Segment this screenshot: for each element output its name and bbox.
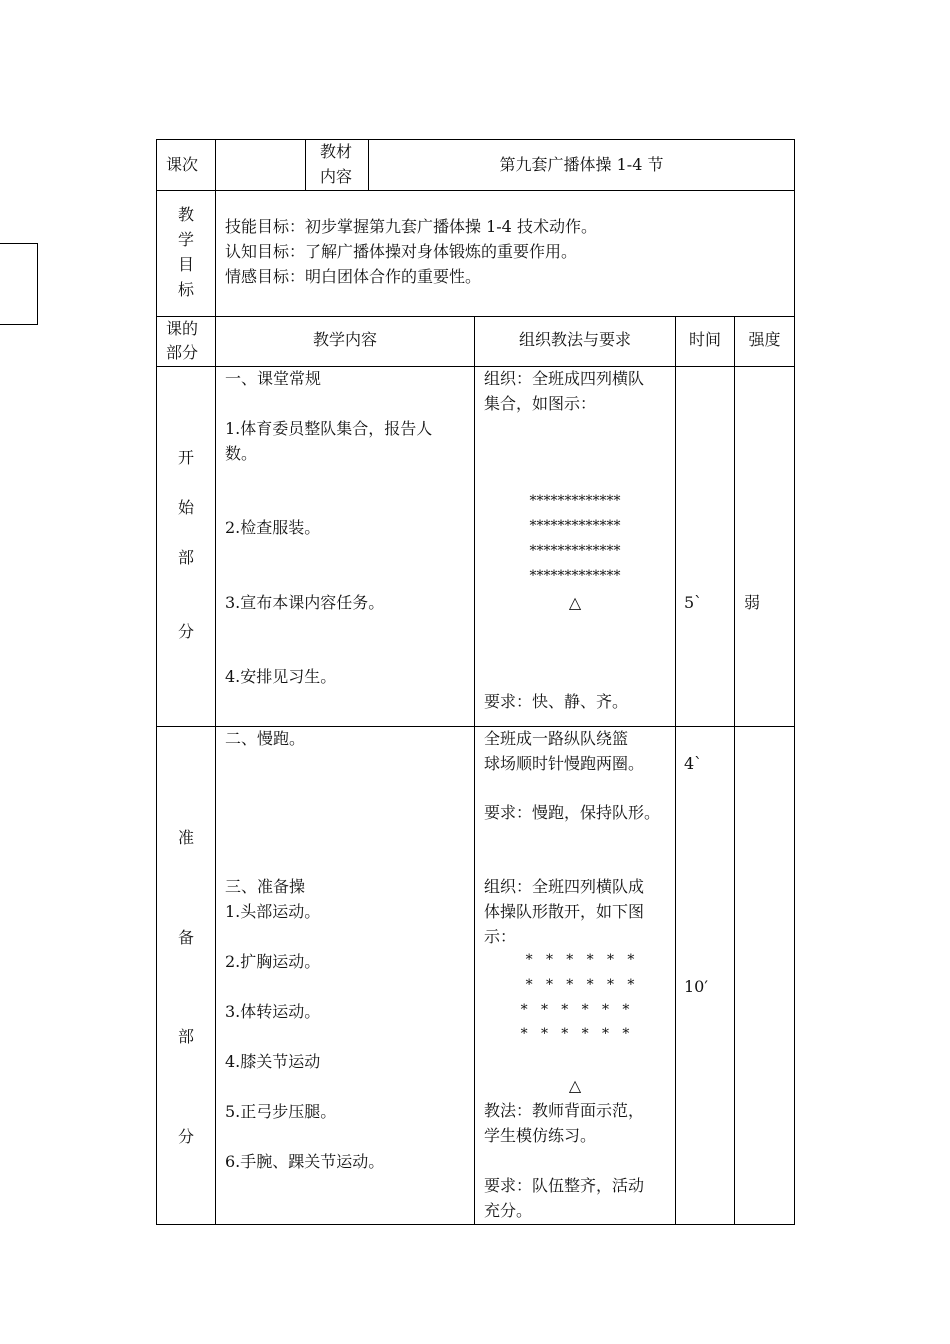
start-content-line: 一、课堂常规 — [225, 369, 322, 388]
prep-method-org: 体操队形散开，如下图 — [484, 902, 645, 921]
start-content-line: 1.体育委员整队集合，报告人 — [225, 419, 433, 438]
column-header-content: 教学内容 — [312, 330, 377, 349]
teacher-triangle-icon: △ — [568, 1076, 582, 1095]
section-start-label-char: 部 — [178, 548, 195, 567]
material-value: 第九套广播体操 1-4 节 — [499, 155, 664, 174]
prep-method-run: 全班成一路纵队绕篮 — [484, 729, 629, 748]
prep-method-requirement: 要求：队伍整齐，活动 — [484, 1176, 645, 1195]
prep-content-line: 4.膝关节运动 — [225, 1052, 321, 1071]
section-prep-label-char: 准 — [178, 828, 195, 847]
table-border-bottom — [156, 1224, 795, 1225]
prep-content-line: 5.正弓步压腿。 — [225, 1102, 337, 1121]
section-start-label-char: 始 — [178, 498, 195, 517]
formation-row: * * * * * * — [525, 977, 635, 993]
row-divider — [156, 190, 795, 191]
start-content-line: 2.检查服装。 — [225, 518, 321, 537]
objective-cognitive: 认知目标：了解广播体操对身体锻炼的重要作用。 — [225, 242, 578, 261]
column-header-part: 课的 — [166, 319, 199, 338]
column-divider — [305, 139, 306, 191]
objectives-label-char: 学 — [178, 230, 195, 249]
prep-content-line: 6.手腕、踝关节运动。 — [225, 1152, 385, 1171]
formation-row: * * * * * * — [520, 1002, 630, 1018]
material-label: 教材 — [320, 142, 353, 161]
objectives-label-char: 目 — [178, 255, 195, 274]
start-content-line: 3.宣布本课内容任务。 — [225, 593, 385, 612]
column-header-time: 时间 — [688, 330, 721, 349]
prep-content-line: 3.体转运动。 — [225, 1002, 321, 1021]
prep-method-run-requirement: 要求：慢跑，保持队形。 — [484, 803, 661, 822]
prep-content-line: 2.扩胸运动。 — [225, 952, 321, 971]
objective-affective: 情感目标：明白团体合作的重要性。 — [225, 267, 482, 286]
formation-row: ************* — [529, 543, 621, 559]
section-start-label-char: 分 — [178, 622, 195, 641]
row-divider — [156, 316, 795, 317]
prep-method-org: 示： — [484, 927, 517, 946]
prep-method-teach: 学生模仿练习。 — [484, 1126, 597, 1145]
start-time: 5` — [684, 593, 703, 612]
column-divider — [215, 139, 216, 1225]
start-content-line: 4.安排见习生。 — [225, 667, 337, 686]
prep-method-teach: 教法：教师背面示范， — [484, 1101, 645, 1120]
prep-time-exercise: 10′ — [684, 977, 708, 996]
formation-row: ************* — [529, 568, 621, 584]
section-start-label-char: 开 — [178, 448, 195, 467]
margin-tab-box — [0, 243, 38, 325]
prep-time-run: 4` — [684, 754, 703, 773]
column-header-method: 组织教法与要求 — [518, 330, 631, 349]
prep-method-run: 球场顺时针慢跑两圈。 — [484, 754, 645, 773]
section-prep-label-char: 备 — [178, 928, 195, 947]
table-border-left — [156, 139, 157, 1225]
prep-content-line: 二、慢跑。 — [225, 729, 306, 748]
column-header-part: 部分 — [166, 343, 199, 362]
table-border-top — [156, 139, 795, 140]
start-method-org: 集合，如图示： — [484, 394, 597, 413]
column-header-intensity: 强度 — [748, 330, 781, 349]
prep-content-line: 1.头部运动。 — [225, 902, 321, 921]
material-label: 内容 — [320, 167, 353, 186]
start-method-requirement: 要求：快、静、齐。 — [484, 692, 629, 711]
section-prep-label-char: 分 — [178, 1127, 195, 1146]
formation-row: ************* — [529, 493, 621, 509]
formation-row: * * * * * * — [520, 1026, 630, 1042]
prep-method-requirement: 充分。 — [484, 1201, 533, 1220]
column-divider — [734, 316, 735, 1225]
lesson-label: 课次 — [166, 155, 199, 174]
formation-row: * * * * * * — [525, 952, 635, 968]
start-content-line: 数。 — [225, 444, 258, 463]
column-divider — [675, 316, 676, 1225]
prep-content-line: 三、准备操 — [225, 877, 306, 896]
start-method-org: 组织：全班成四列横队 — [484, 369, 645, 388]
start-intensity: 弱 — [744, 593, 761, 612]
formation-row: ************* — [529, 518, 621, 534]
objective-skill: 技能目标：初步掌握第九套广播体操 1-4 技术动作。 — [225, 217, 597, 236]
section-prep-label-char: 部 — [178, 1027, 195, 1046]
objectives-label-char: 标 — [178, 280, 195, 299]
objectives-label-char: 教 — [178, 205, 195, 224]
teacher-triangle-icon: △ — [568, 593, 582, 612]
prep-method-org: 组织：全班四列横队成 — [484, 877, 645, 896]
table-border-right — [794, 139, 795, 1225]
